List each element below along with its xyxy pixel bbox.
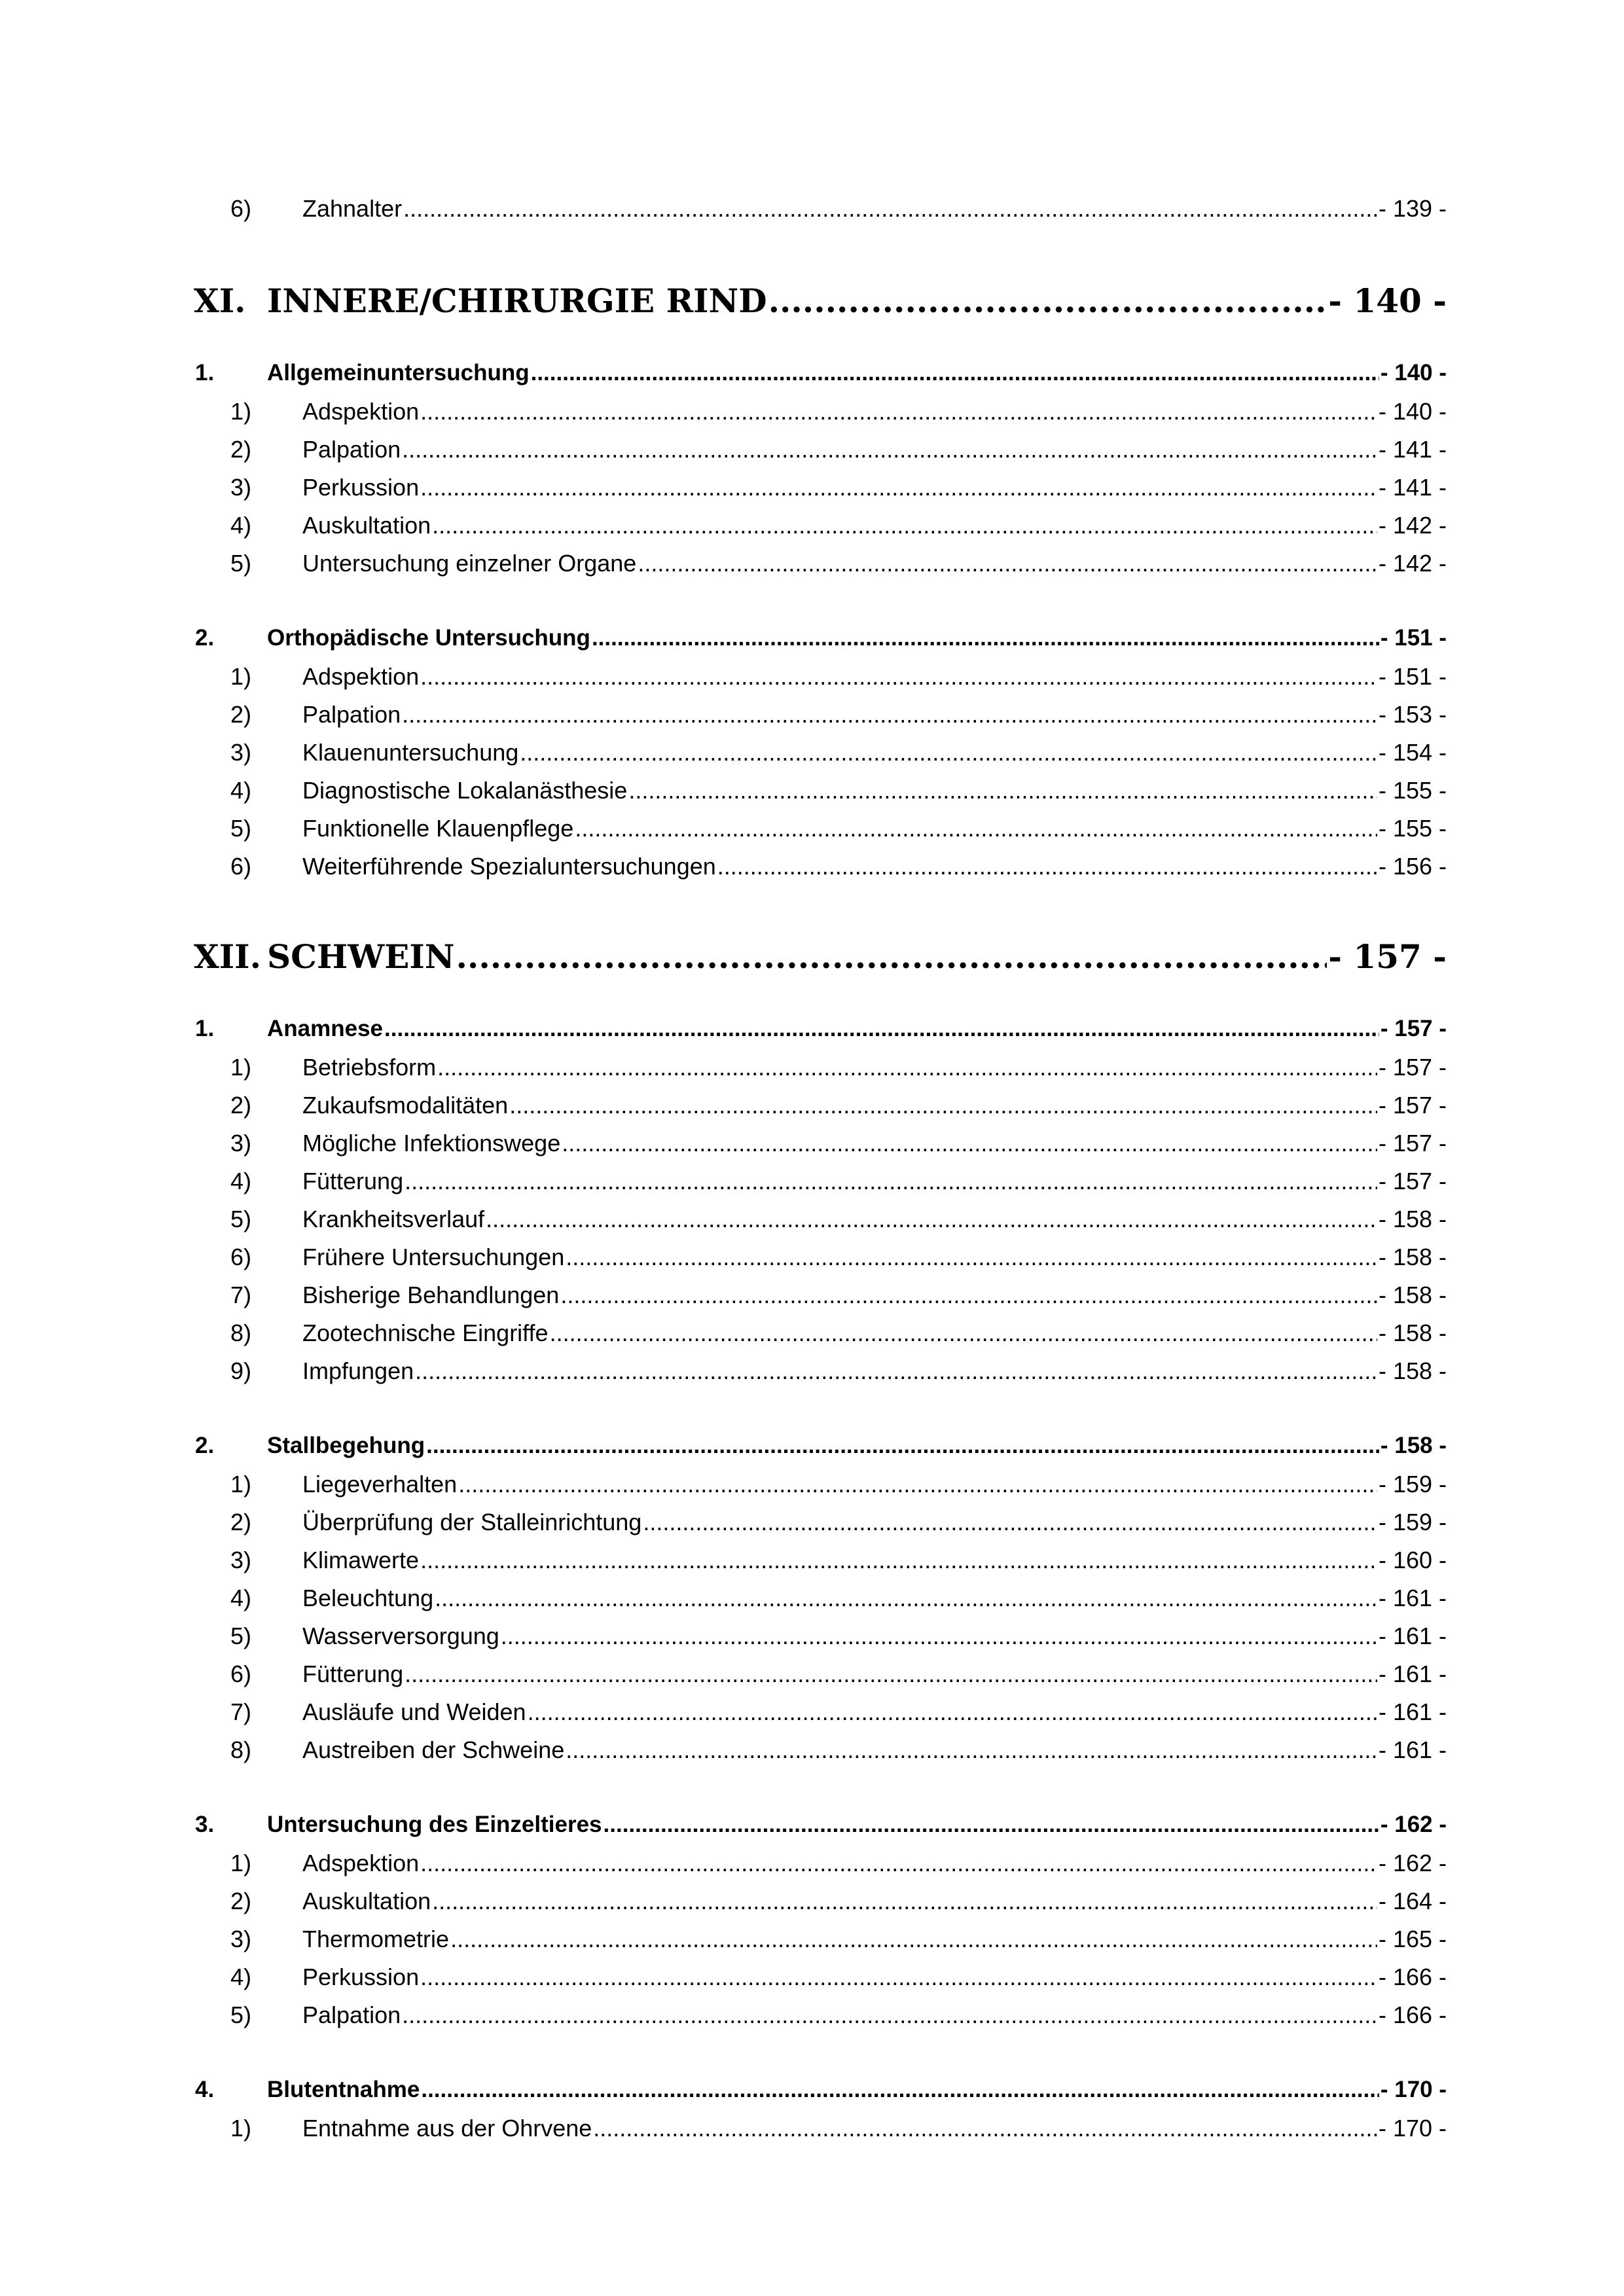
toc-dot-leader [643, 1509, 1377, 1536]
toc-subsection [230, 474, 1447, 501]
toc-entry-number: 2) [230, 436, 252, 463]
toc-entry-title: Untersuchung einzelner Organe [302, 550, 637, 577]
toc-page-number: - 159 - [1378, 1471, 1447, 1498]
toc-chapter [194, 937, 1447, 976]
toc-entry-number: 4. [195, 2077, 215, 2102]
toc-section [195, 1433, 1447, 1459]
toc-entry-title: Überprüfung der Stalleinrichtung [302, 1509, 642, 1535]
toc-entry-title: Diagnostische Lokalanästhesie [302, 777, 628, 804]
toc-entry-number: 5) [230, 1623, 252, 1649]
toc-subsection [230, 701, 1447, 728]
toc-page-number: - 170 - [1380, 2077, 1447, 2102]
toc-page-number: - 158 - [1378, 1244, 1447, 1270]
toc-page-number: - 159 - [1378, 1509, 1447, 1535]
toc-page-number: - 170 - [1378, 2115, 1447, 2142]
toc-dot-leader [501, 1623, 1377, 1650]
toc-dot-leader [420, 1964, 1377, 1991]
toc-entry-title: Adspektion [302, 398, 420, 425]
toc-dot-leader [520, 739, 1377, 766]
toc-section [195, 360, 1447, 386]
toc-dot-leader [560, 1282, 1377, 1309]
toc-entry-title: SCHWEIN [267, 937, 455, 976]
toc-page-number: - 165 - [1378, 1926, 1447, 1952]
toc-entry-number: 1) [230, 2115, 252, 2142]
toc-entry-number: 4) [230, 1168, 252, 1194]
toc-page-number: - 155 - [1378, 777, 1447, 804]
toc-entry-number: 2) [230, 1888, 252, 1914]
toc-dot-leader [566, 1736, 1377, 1764]
toc-subsection [230, 777, 1447, 804]
toc-dot-leader [432, 1888, 1377, 1915]
toc-entry-title: Zahnalter [302, 195, 403, 222]
toc-page-number: - 140 - [1380, 360, 1447, 386]
toc-entry-title: Entnahme aus der Ohrvene [302, 2115, 592, 2142]
toc-entry-number: 4) [230, 777, 252, 804]
toc-entry-number: 5) [230, 550, 252, 577]
toc-page-number: - 151 - [1380, 625, 1447, 651]
toc-subsection [230, 1547, 1447, 1574]
toc-dot-leader [592, 625, 1379, 651]
toc-dot-leader [435, 1585, 1377, 1612]
toc-dot-leader [768, 281, 1327, 320]
toc-page-number: - 157 - [1378, 1092, 1447, 1119]
toc-entry-number: 3) [230, 474, 252, 501]
toc-entry-number: 1. [195, 1016, 215, 1041]
toc-entry-title: Adspektion [302, 1850, 420, 1876]
toc-page-number: - 161 - [1378, 1623, 1447, 1649]
toc-subsection [230, 663, 1447, 691]
toc-entry-title: Frühere Untersuchungen [302, 1244, 565, 1270]
toc-entry-number: 9) [230, 1357, 252, 1384]
toc-entry-number: 1) [230, 1054, 252, 1081]
toc-subsection [230, 1964, 1447, 1991]
toc-page-number: - 157 - [1378, 1054, 1447, 1081]
toc-page-number: - 142 - [1378, 550, 1447, 577]
toc-dot-leader [420, 474, 1377, 501]
toc-dot-leader [420, 663, 1377, 691]
toc-section [195, 1812, 1447, 1838]
toc-entry-title: Auskultation [302, 1888, 431, 1914]
toc-subsection [230, 1585, 1447, 1612]
toc-dot-leader [420, 1547, 1377, 1574]
toc-entry-number: 5) [230, 1206, 252, 1232]
toc-subsection [230, 1092, 1447, 1119]
toc-dot-leader [405, 1660, 1377, 1688]
toc-entry-number: 1) [230, 663, 252, 690]
toc-entry-title: Klimawerte [302, 1547, 420, 1573]
toc-page-number: - 154 - [1378, 739, 1447, 766]
toc-entry-number: XII. [194, 937, 261, 976]
toc-entry-number: 1) [230, 398, 252, 425]
toc-entry-title: Adspektion [302, 663, 420, 690]
toc-entry-number: 3) [230, 1547, 252, 1573]
toc-subsection [230, 853, 1447, 880]
toc-entry-title: Auskultation [302, 512, 431, 539]
toc-page-number: - 141 - [1378, 474, 1447, 501]
toc-entry-title: Mögliche Infektionswege [302, 1130, 561, 1157]
toc-entry-number: 4) [230, 512, 252, 539]
toc-subsection [230, 1660, 1447, 1688]
toc-page-number: - 153 - [1378, 701, 1447, 728]
toc-entry-number: 4) [230, 1585, 252, 1611]
toc-dot-leader [509, 1092, 1377, 1119]
toc-dot-leader [638, 550, 1377, 577]
toc-subsection [230, 1888, 1447, 1915]
toc-entry-number: 7) [230, 1698, 252, 1725]
toc-entry-number: 8) [230, 1736, 252, 1763]
toc-page-number: - 140 - [1328, 281, 1447, 320]
toc-dot-leader [405, 1168, 1377, 1195]
toc-subsection [230, 1509, 1447, 1536]
toc-entry-title: INNERE/CHIRURGIE RIND [267, 281, 767, 320]
toc-page-number: - 155 - [1378, 815, 1447, 842]
toc-subsection [230, 1244, 1447, 1271]
toc-dot-leader [402, 701, 1377, 728]
toc-dot-leader [604, 1812, 1379, 1838]
toc-page-number: - 161 - [1378, 1698, 1447, 1725]
toc-subsection [230, 1471, 1447, 1498]
toc-dot-leader [426, 1433, 1379, 1459]
toc-page-number: - 158 - [1378, 1357, 1447, 1384]
toc-page-number: - 140 - [1378, 398, 1447, 425]
toc-subsection [230, 815, 1447, 842]
toc-entry-title: Palpation [302, 701, 401, 728]
toc-page-number: - 161 - [1378, 1660, 1447, 1687]
toc-dot-leader [562, 1130, 1377, 1157]
toc-page-number: - 157 - [1328, 937, 1447, 976]
toc-entry-title: Betriebsform [302, 1054, 437, 1081]
toc-entry-title: Orthopädische Untersuchung [267, 625, 590, 651]
toc-entry-number: 6) [230, 195, 252, 222]
toc-entry-number: 5) [230, 2001, 252, 2028]
toc-entry-title: Untersuchung des Einzeltieres [267, 1812, 602, 1837]
toc-entry-title: Stallbegehung [267, 1433, 425, 1458]
toc-entry-number: 6) [230, 1660, 252, 1687]
toc-entry-number: 1. [195, 360, 215, 386]
toc-dot-leader [593, 2115, 1377, 2142]
toc-subsection [230, 1054, 1447, 1081]
toc-page-number: - 151 - [1378, 663, 1447, 690]
toc-page-number: - 161 - [1378, 1585, 1447, 1611]
toc-subsection [230, 436, 1447, 463]
toc-subsection [230, 195, 1447, 223]
toc-subsection [230, 1357, 1447, 1385]
toc-page-number: - 157 - [1380, 1016, 1447, 1041]
toc-dot-leader [420, 1850, 1377, 1877]
toc-dot-leader [403, 195, 1377, 223]
toc-entry-title: Zootechnische Eingriffe [302, 1319, 549, 1346]
toc-subsection [230, 2115, 1447, 2142]
toc-entry-number: 2. [195, 625, 215, 651]
toc-entry-number: 6) [230, 853, 252, 880]
toc-subsection [230, 1698, 1447, 1726]
toc-entry-title: Blutentnahme [267, 2077, 420, 2102]
toc-entry-number: 1) [230, 1850, 252, 1876]
toc-page-number: - 158 - [1380, 1433, 1447, 1458]
toc-subsection [230, 1623, 1447, 1650]
toc-entry-title: Ausläufe und Weiden [302, 1698, 526, 1725]
toc-entry-number: 2) [230, 1092, 252, 1119]
toc-subsection [230, 512, 1447, 539]
toc-entry-title: Krankheitsverlauf [302, 1206, 485, 1232]
toc-dot-leader [717, 853, 1377, 880]
toc-entry-title: Perkussion [302, 1964, 420, 1990]
toc-entry-title: Austreiben der Schweine [302, 1736, 565, 1763]
toc-entry-title: Funktionelle Klauenpflege [302, 815, 574, 842]
toc-subsection [230, 1736, 1447, 1764]
toc-section [195, 2077, 1447, 2103]
toc-entry-title: Weiterführende Spezialuntersuchungen [302, 853, 716, 880]
toc-entry-title: Allgemeinuntersuchung [267, 360, 530, 386]
toc-entry-title: Beleuchtung [302, 1585, 434, 1611]
toc-entry-number: 2) [230, 701, 252, 728]
toc-entry-number: XI. [194, 281, 246, 320]
toc-entry-number: 6) [230, 1244, 252, 1270]
toc-dot-leader [437, 1054, 1377, 1081]
toc-entry-title: Klauenuntersuchung [302, 739, 519, 766]
toc-entry-number: 3) [230, 1926, 252, 1952]
toc-page-number: - 139 - [1378, 195, 1447, 222]
toc-subsection [230, 739, 1447, 766]
toc-entry-title: Thermometrie [302, 1926, 450, 1952]
toc-entry-number: 3. [195, 1812, 215, 1837]
toc-page-number: - 156 - [1378, 853, 1447, 880]
toc-page-number: - 157 - [1378, 1130, 1447, 1157]
toc-entry-title: Perkussion [302, 474, 420, 501]
toc-entry-title: Wasserversorgung [302, 1623, 499, 1649]
toc-subsection [230, 1168, 1447, 1195]
toc-dot-leader [402, 436, 1377, 463]
toc-entry-number: 2) [230, 1509, 252, 1535]
toc-entry-title: Fütterung [302, 1168, 404, 1194]
toc-section [195, 625, 1447, 651]
toc-dot-leader [415, 1357, 1377, 1385]
toc-entry-number: 3) [230, 739, 252, 766]
toc-subsection [230, 1319, 1447, 1347]
toc-dot-leader [575, 815, 1377, 842]
toc-page-number: - 158 - [1378, 1206, 1447, 1232]
toc-dot-leader [531, 360, 1379, 386]
toc-page-number: - 166 - [1378, 1964, 1447, 1990]
toc-dot-leader [528, 1698, 1377, 1726]
toc-page-number: - 141 - [1378, 436, 1447, 463]
toc-subsection [230, 550, 1447, 577]
toc-dot-leader [420, 398, 1377, 425]
toc-entry-title: Palpation [302, 2001, 401, 2028]
toc-page-number: - 162 - [1380, 1812, 1447, 1837]
toc-dot-leader [456, 937, 1327, 976]
toc-subsection [230, 1282, 1447, 1309]
toc-dot-leader [421, 2077, 1379, 2103]
toc-subsection [230, 398, 1447, 425]
toc-dot-leader [450, 1926, 1377, 1953]
toc-entry-title: Palpation [302, 436, 401, 463]
toc-entry-number: 5) [230, 815, 252, 842]
toc-page-number: - 162 - [1378, 1850, 1447, 1876]
toc-dot-leader [550, 1319, 1377, 1347]
toc-page-number: - 158 - [1378, 1319, 1447, 1346]
toc-dot-leader [458, 1471, 1377, 1498]
toc-page-number: - 157 - [1378, 1168, 1447, 1194]
toc-subsection [230, 1130, 1447, 1157]
toc-entry-number: 2. [195, 1433, 215, 1458]
toc-entry-number: 1) [230, 1471, 252, 1498]
toc-dot-leader [486, 1206, 1377, 1233]
toc-page-number: - 142 - [1378, 512, 1447, 539]
toc-dot-leader [402, 2001, 1377, 2029]
toc-page-number: - 161 - [1378, 1736, 1447, 1763]
toc-dot-leader [384, 1016, 1379, 1042]
toc-dot-leader [566, 1244, 1377, 1271]
toc-entry-number: 3) [230, 1130, 252, 1157]
toc-entry-title: Liegeverhalten [302, 1471, 458, 1498]
toc-entry-number: 4) [230, 1964, 252, 1990]
toc-subsection [230, 1206, 1447, 1233]
toc-subsection [230, 1850, 1447, 1877]
toc-entry-number: 8) [230, 1319, 252, 1346]
toc-subsection [230, 2001, 1447, 2029]
toc-entry-title: Anamnese [267, 1016, 384, 1041]
toc-page-number: - 160 - [1378, 1547, 1447, 1573]
toc-entry-title: Impfungen [302, 1357, 414, 1384]
toc-entry-title: Zukaufsmodalitäten [302, 1092, 509, 1119]
toc-entry-number: 7) [230, 1282, 252, 1308]
toc-page-number: - 166 - [1378, 2001, 1447, 2028]
toc-subsection [230, 1926, 1447, 1953]
toc-entry-title: Fütterung [302, 1660, 404, 1687]
toc-dot-leader [432, 512, 1377, 539]
toc-entry-title: Bisherige Behandlungen [302, 1282, 560, 1308]
toc-chapter [194, 281, 1447, 320]
toc-page-number: - 164 - [1378, 1888, 1447, 1914]
toc-page-number: - 158 - [1378, 1282, 1447, 1308]
toc-section [195, 1016, 1447, 1042]
toc-dot-leader [628, 777, 1377, 804]
